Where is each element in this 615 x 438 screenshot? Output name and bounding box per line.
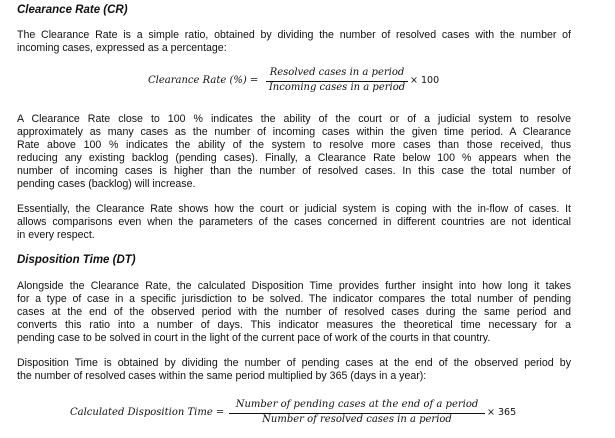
text-line: reducing any existing backlog (pending cases). Finally, a Clearance Rate below 100 % appears when the — [17, 152, 571, 164]
text-line: number of incoming cases is higher than the number of resolved cases. In this case the total number of — [17, 165, 571, 177]
formula-fraction — [229, 399, 485, 429]
formula-denominator: Incoming cases in a period — [268, 82, 406, 93]
text-line: the number of resolved cases within the same period multiplied by 365 (days in a year): — [17, 370, 427, 382]
text-line: in every respect. — [17, 229, 95, 241]
text-line: Disposition Time is obtained by dividing the number of pending cases at the end of the observed period by — [17, 357, 571, 369]
text-line: allows comparisons even when the parameters of the cases concerned in different countries are not identical — [17, 216, 571, 228]
formula-lhs: Clearance Rate (%) = — [148, 75, 259, 86]
formula-numerator: Number of pending cases at the end of a period — [235, 399, 479, 410]
disposition-time-method — [17, 357, 571, 383]
formula-lhs: Calculated Disposition Time = — [70, 407, 225, 418]
disposition-time-intro — [17, 280, 571, 345]
text-line: incoming cases, expressed as a percentage: — [17, 42, 227, 54]
text-line: Essentially, the Clearance Rate shows how the court or judicial system is coping with the in-flow of cases. It — [17, 203, 571, 215]
clearance-rate-formula — [148, 67, 448, 104]
clearance-rate-summary — [17, 203, 571, 242]
formula-multiplier: × 100 — [410, 75, 440, 86]
formula-denominator: Number of resolved cases in a period — [262, 414, 452, 425]
text-line: approximately as many cases as the number of incoming cases within the given time period. A Clearance — [17, 126, 571, 138]
text-line: Rate above 100 % indicates the ability of the system to resolve more cases than those received, thus — [17, 139, 571, 151]
text-line: for a type of case in a specific jurisdiction to be solved. The indicator compares the total number of pending — [17, 293, 571, 305]
text-line: cases at the end of the observed period with the number of resolved cases during the same period and — [17, 306, 571, 318]
text-line: converts this ratio into a number of days. This indicator measures the theoretical time necessary for a — [17, 319, 571, 331]
disposition-time-heading: Disposition Time (DT) — [17, 254, 136, 266]
text-line: Alongside the Clearance Rate, the calculated Disposition Time provides further insight into how long it takes — [17, 280, 571, 292]
disposition-time-formula — [70, 399, 530, 436]
formula-numerator: Resolved cases in a period — [269, 67, 405, 78]
text-line: A Clearance Rate close to 100 % indicates the ability of the court or of a judicial system to resolve — [17, 113, 571, 125]
clearance-rate-explanation — [17, 113, 571, 191]
formula-fraction — [266, 67, 408, 97]
text-line: pending case to be solved in court in the light of the current pace of work of the courts in that country. — [17, 332, 491, 344]
clearance-rate-intro — [17, 29, 571, 55]
text-line: The Clearance Rate is a simple ratio, obtained by dividing the number of resolved cases with the number of — [17, 29, 571, 41]
clearance-rate-heading: Clearance Rate (CR) — [17, 4, 128, 16]
formula-multiplier: × 365 — [487, 407, 517, 418]
text-line: pending cases (backlog) will increase. — [17, 178, 196, 190]
